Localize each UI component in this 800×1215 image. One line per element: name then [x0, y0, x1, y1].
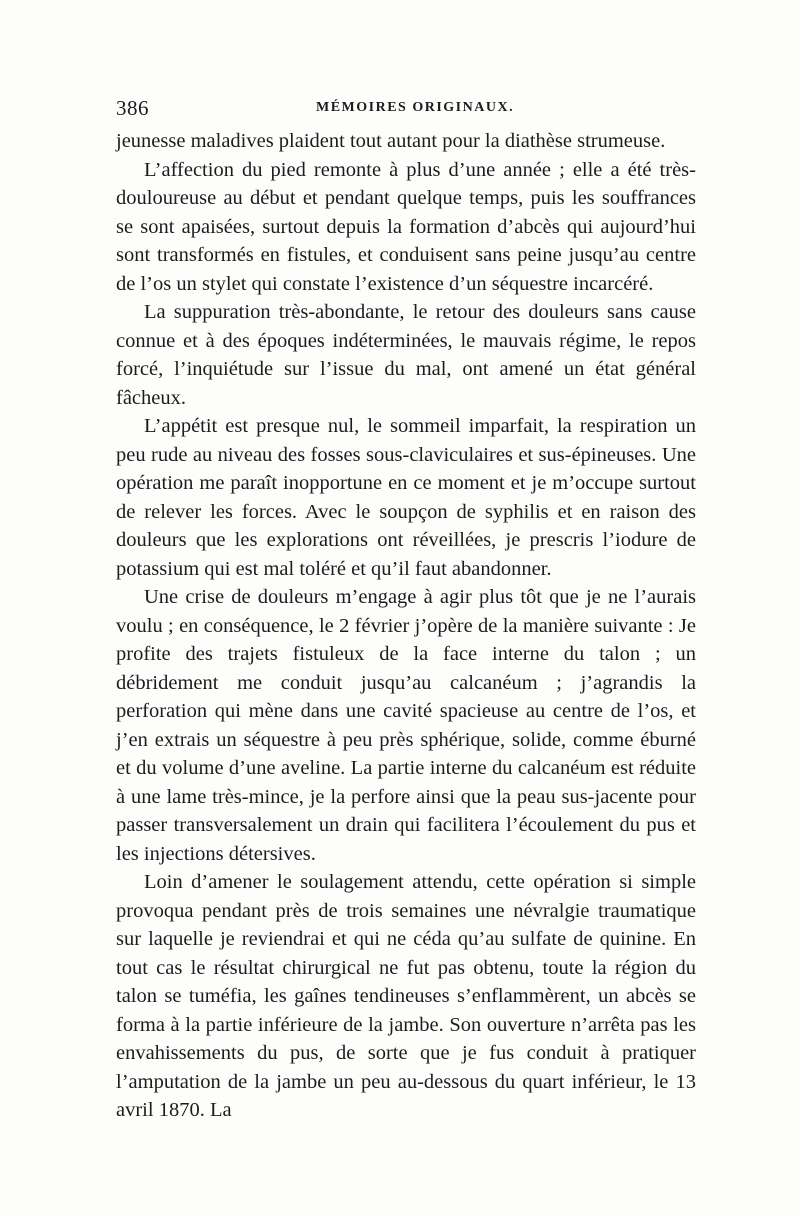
paragraph-continuation: jeunesse maladives plaident tout autant pour la diathèse strumeuse.	[116, 130, 666, 152]
body-text	[116, 127, 696, 1125]
paragraph-crise: Une crise de douleurs m’engage à agir plus tôt que je ne l’aurais voulu ; en conséquence, le 2 février j’opère de la manière suivante : Je profite des trajets fistuleux de la face interne du talon ; un débridement me conduit jusqu’au calcanéum ; j’agrandis la perforation qui mène dans une cavité spacieuse au centre de l’os, et j’en extrais un séquestre à peu près sphérique, solide, comme éburné et du volume d’une aveline. La partie interne du calcanéum est réduite à une lame très-mince, je la perfore ainsi que la peau sus-jacente pour passer transversalement un drain qui facilitera l’écoulement du pus et les injections détersives.	[116, 586, 696, 865]
paragraph-suppuration: La suppuration très-abondante, le retour des douleurs sans cause connue et à des époques indéterminées, le mauvais régime, le repos forcé, l’inquiétude sur l’issue du mal, ont amené un état général fâcheux.	[116, 301, 696, 409]
paragraph-operation: Loin d’amener le soulagement attendu, cette opération si simple provoqua pendant près de trois semaines une névralgie traumatique sur laquelle je reviendrai et qui ne céda qu’au sulfate de quinine. En tout cas le résultat chirurgical ne fut pas obtenu, toute la région du talon se tuméfia, les gaînes tendineuses s’enflammèrent, un abcès se forma à la partie inférieure de la jambe. Son ouverture n’arrêta pas les envahissements du pus, de sorte que je fus conduit à pratiquer l’amputation de la jambe un peu au-dessous du quart inférieur, le 13 avril 1870. La	[116, 871, 696, 1121]
running-title: MÉMOIRES ORIGINAUX.	[316, 100, 515, 115]
page-number: 386	[116, 96, 149, 120]
paragraph-appetit: L’appétit est presque nul, le sommeil imparfait, la respiration un peu rude au niveau des fosses sous-claviculaires et sus-épineuses. Une opération me paraît inopportune en ce moment et je m’occupe surtout de relever les forces. Avec le soupçon de syphilis et en raison des douleurs que les explorations ont réveillées, je prescris l’iodure de potassium qui est mal toléré et qu’il faut abandonner.	[116, 415, 696, 580]
paragraph-affection: L’affection du pied remonte à plus d’une année ; elle a été très-douloureuse au début et pendant quelque temps, puis les souffrances se sont apaisées, surtout depuis la formation d’abcès qui aujourd’hui sont transformés en fistules, et conduisent sans peine jusqu’au centre de l’os un stylet qui constate l’existence d’un séquestre incarcéré.	[116, 158, 696, 295]
running-head	[116, 96, 696, 124]
